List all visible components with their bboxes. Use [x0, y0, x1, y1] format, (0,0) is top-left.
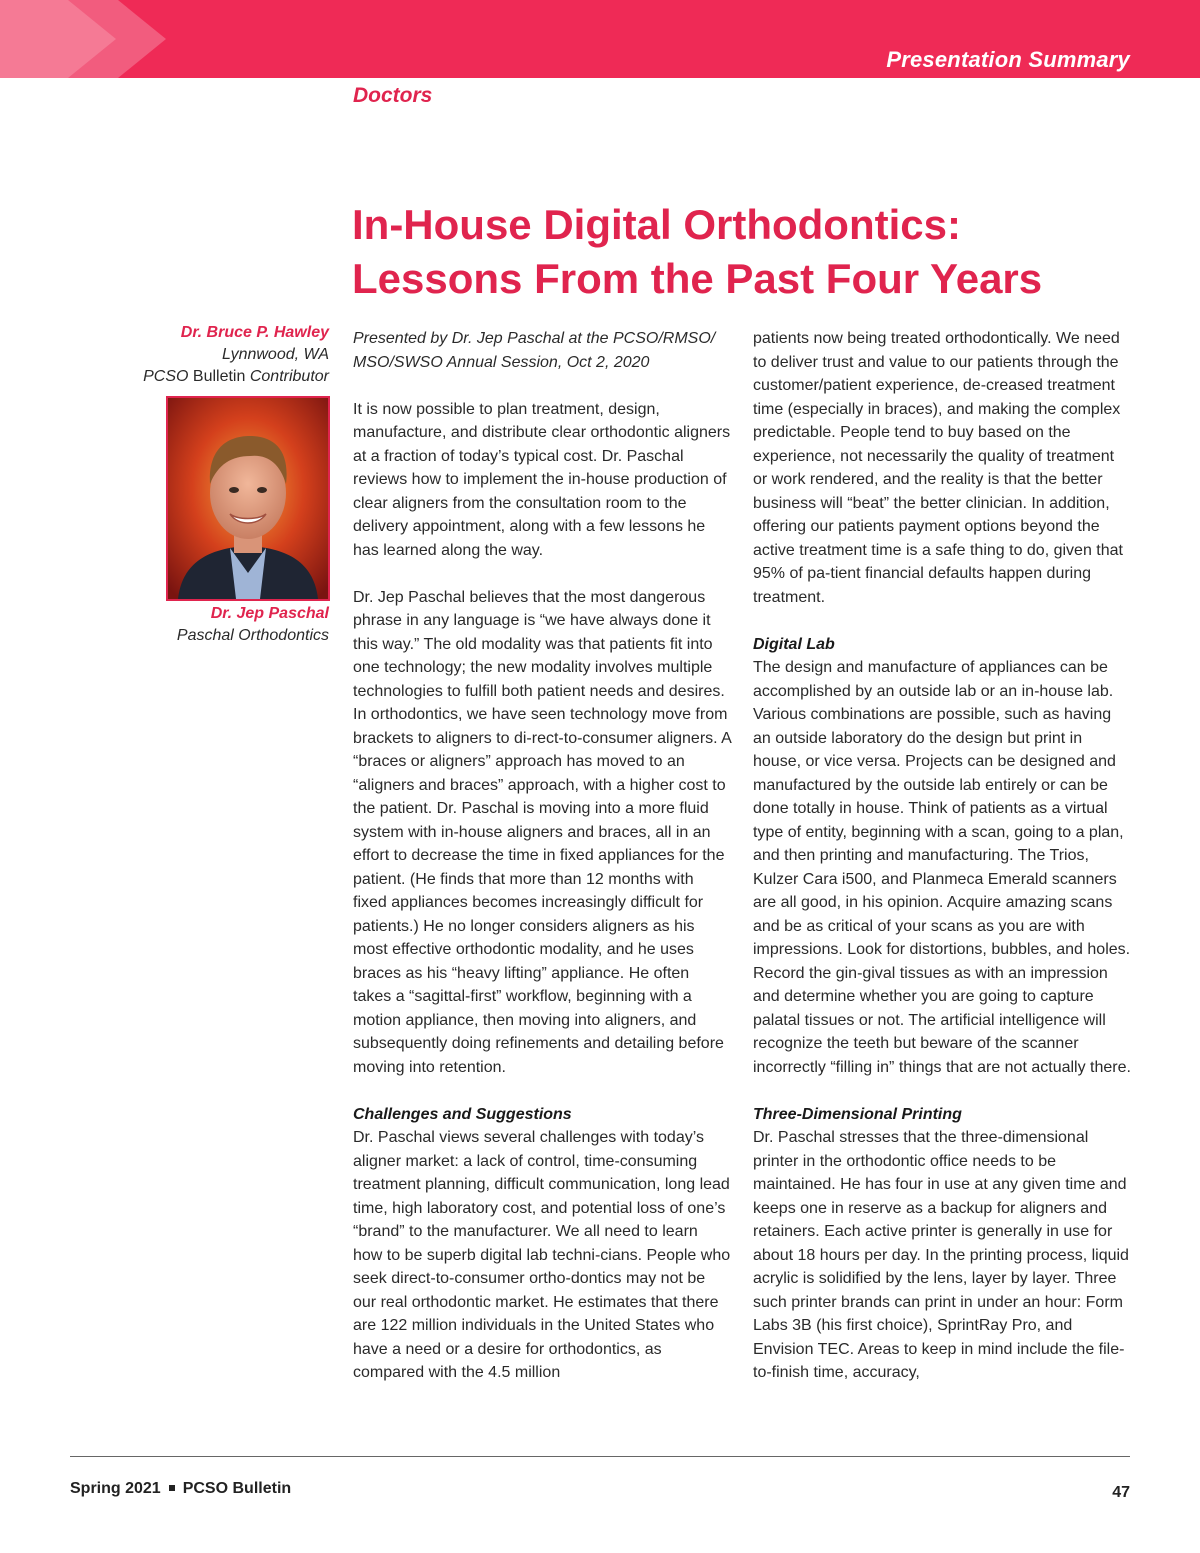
article-title: [352, 198, 1152, 306]
footer-issue-date: Spring 2021: [70, 1480, 161, 1497]
contributor-publication: Bulletin: [192, 368, 246, 385]
presenter-photo: [166, 396, 330, 601]
article-column-1: [353, 327, 731, 1408]
contributor-role: [100, 366, 329, 388]
presenter-caption: [100, 603, 329, 647]
section-label: Doctors: [353, 84, 433, 107]
paragraph: Dr. Paschal views several challenges with today’s aligner market: a lack of control, time-consuming treatment planning, difficult communication, long lead time, high laboratory cost, and potential loss of one’s “brand” to the manufacturer. We all need to learn how to be superb digital lab techni-cians. People who seek direct-to-consumer ortho-dontics may not be our real orthodontic market. He estimates that there are 122 million individuals in the United States who have a need or a desire for orthodontics, as compared with the 4.5 million: [353, 1129, 731, 1381]
contributor-name: Dr. Bruce P. Hawley: [180, 324, 329, 341]
subheading-challenges: Challenges and Suggestions: [353, 1105, 572, 1123]
footer-publication: PCSO Bulletin: [182, 1480, 292, 1497]
subheading-3d-printing: Three-Dimensional Printing: [753, 1105, 962, 1123]
presentation-info: Presented by Dr. Jep Paschal at the PCSO/RMSO/ MSO/SWSO Annual Session, Oct 2, 2020: [353, 330, 716, 371]
square-bullet-icon: [169, 1485, 175, 1491]
title-line-1: In-House Digital Orthodontics:: [352, 201, 961, 248]
paragraph: It is now possible to plan treatment, design, manufacture, and distribute clear orthodontic aligners at a fraction of today’s typical cost. Dr. Paschal reviews how to implement the in-house production of clear aligners from the consultation room to the delivery appointment, along with a few lessons he has learned along the way.: [353, 400, 731, 559]
paragraph: Dr. Paschal stresses that the three-dimensional printer in the orthodontic office needs to be maintained. He has four in use at any given time and keeps one in reserve as a backup for aligners and retainers. Each active printer is generally in use for about 18 hours per day. In the printing process, liquid acrylic is solidified by the lens, layer by layer. Three such printer brands can print in under an hour: Form Labs 3B (his first choice), SprintRay Pro, and Envision TEC. Areas to keep in mind include the file-to-finish time, accuracy,: [753, 1129, 1129, 1381]
chevron-arrows-icon: [0, 0, 200, 78]
page-number: 47: [1112, 1484, 1130, 1501]
header-banner: [0, 0, 1200, 78]
paragraph: Dr. Jep Paschal believes that the most dangerous phrase in any language is “we have always done it this way.” The old modality was that patients fit into one technology; the new modality involves multiple technologies to fulfill both patient needs and desires. In orthodontics, we have seen technology move from brackets to aligners to di-rect-to-consumer aligners. A “braces or aligners” approach has moved to an “aligners and braces” approach, with a higher cost to the patient. Dr. Paschal is moving into a more fluid system with in-house aligners and braces, all in an effort to decrease the time in fixed appliances for the patient. (He finds that more than 12 months with fixed appliances becomes increasingly difficult for patients.) He no longer considers aligners as his most effective orthodontic modality, and he uses braces as his “heavy lifting” appliance. He often takes a “sagittal-first” workflow, beginning with a motion appliance, then moving into aligners, and subsequently doing refinements and detailing before moving into retention.: [353, 588, 731, 1076]
contributor-title: Contributor: [249, 368, 329, 385]
contributor-location: Lynnwood, WA: [221, 346, 329, 363]
subheading-digital-lab: Digital Lab: [753, 635, 835, 653]
contributor-org: PCSO: [143, 368, 189, 385]
presenter-name: Dr. Jep Paschal: [210, 605, 329, 622]
portrait-photo-icon: [168, 398, 328, 599]
footer-divider: [70, 1456, 1130, 1457]
title-line-2: Lessons From the Past Four Years: [352, 255, 1043, 302]
paragraph: patients now being treated orthodontically. We need to deliver trust and value to our patients through the customer/patient experience, de-creased treatment time (especially in braces), and making the complex predictable. People tend to buy based on the experience, not necessarily the quality of treatment or work rendered, and the reality is that the better business will “beat” the better clinician. In addition, offering our patients payment options beyond the active treatment time is a safe thing to do, given that 95% of pa-tient financial defaults happen during treatment.: [753, 330, 1123, 606]
article-column-2: [753, 327, 1131, 1408]
banner-label: Presentation Summary: [886, 47, 1130, 72]
presenter-practice: Paschal Orthodontics: [176, 627, 329, 644]
footer-issue: [70, 1480, 291, 1498]
paragraph: The design and manufacture of appliances can be accomplished by an outside lab or an in-house lab. Various combinations are possible, such as having an outside laboratory do the design but print in house, or vice versa. Projects can be designed and manufactured by the outside lab entirely or can be done totally in house. Think of patients as a virtual type of entity, beginning with a scan, going to a plan, and then printing and manufacturing. The Trios, Kulzer Cara i500, and Planmeca Emerald scanners are all good, in his opinion. Acquire amazing scans and be as critical of your scans as you are with impressions. Look for distortions, bubbles, and holes. Record the gin-gival tissues as with an impression and determine whether you are going to capture palatal tissues or not. The artificial intelligence will recognize the teeth but beware of the scanner incorrectly “filling in” things that are not actually there.: [753, 659, 1131, 1076]
contributor-block: [100, 322, 329, 388]
